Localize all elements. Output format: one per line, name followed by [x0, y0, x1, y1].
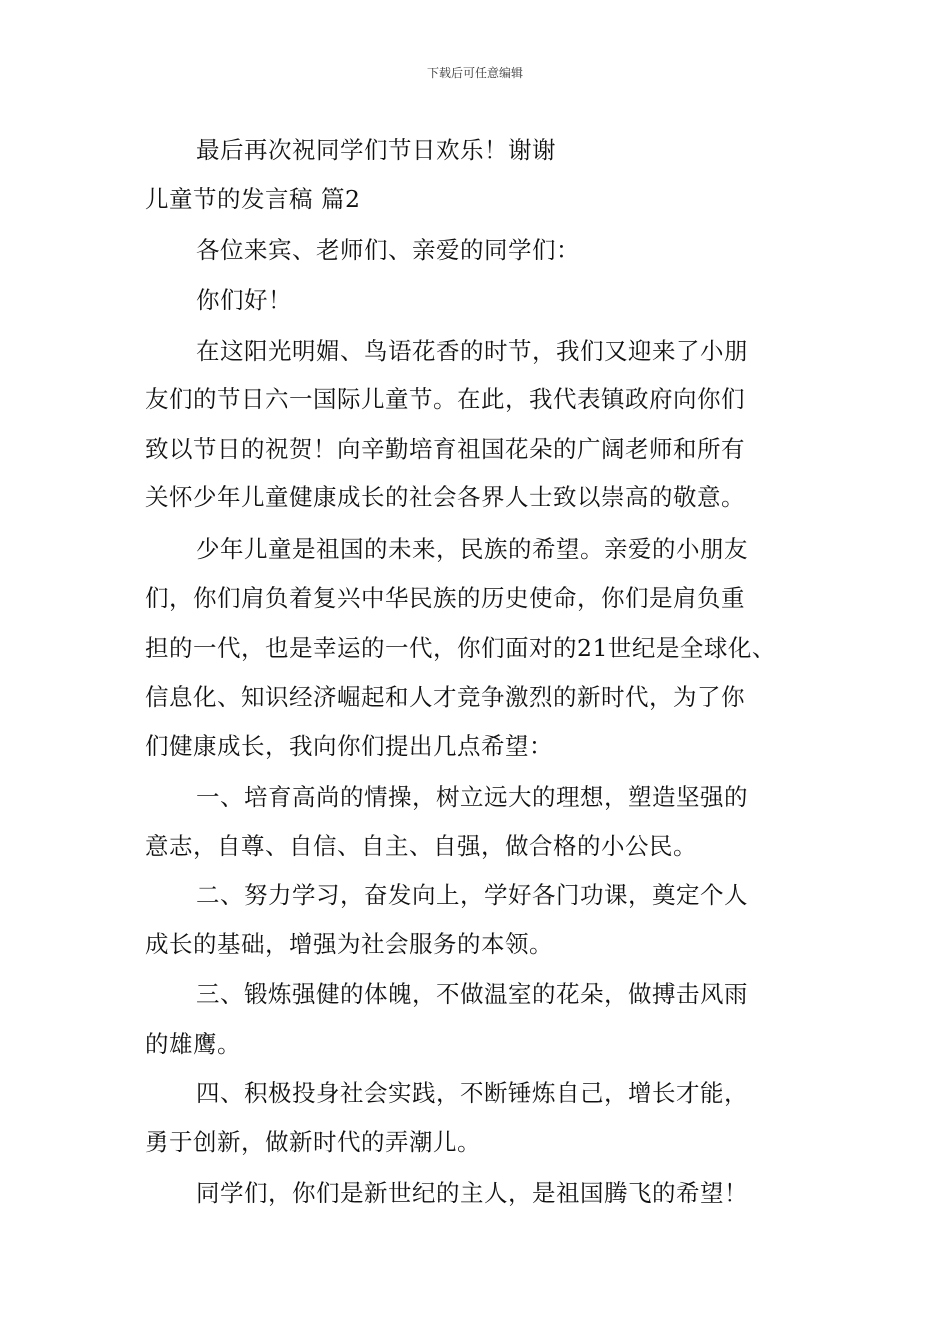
paragraph-line: 二、努力学习，奋发向上，学好各门功课，奠定个人: [196, 881, 748, 909]
paragraph-line: 勇于创新，做新时代的弄潮儿。: [145, 1128, 481, 1156]
paragraph-line: 同学们，你们是新世纪的主人，是祖国腾飞的希望！: [196, 1179, 748, 1207]
paragraph-line: 三、锻炼强健的体魄，不做温室的花朵，做搏击风雨: [196, 980, 748, 1008]
paragraph-line: 关怀少年儿童健康成长的社会各界人士致以崇高的敬意。: [145, 483, 745, 511]
paragraph-line: 信息化、知识经济崛起和人才竞争激烈的新时代，为了你: [145, 683, 745, 711]
paragraph-line: 意志，自尊、自信、自主、自强，做合格的小公民。: [145, 832, 697, 860]
paragraph-line: 友们的节日六一国际儿童节。在此，我代表镇政府向你们: [145, 385, 745, 413]
section-heading: 儿童节的发言稿 篇2: [145, 185, 361, 213]
paragraph-line: 少年儿童是祖国的未来，民族的希望。亲爱的小朋友: [196, 535, 748, 563]
paragraph-line: 一、培育高尚的情操，树立远大的理想，塑造坚强的: [196, 783, 748, 811]
salutation: 各位来宾、老师们、亲爱的同学们：: [196, 236, 580, 264]
paragraph-line: 们健康成长，我向你们提出几点希望：: [145, 732, 553, 760]
paragraph-line: 们，你们肩负着复兴中华民族的历史使命，你们是肩负重: [145, 584, 745, 612]
paragraph-line: 在这阳光明媚、鸟语花香的时节，我们又迎来了小朋: [196, 337, 748, 365]
paragraph-line: 担的一代，也是幸运的一代，你们面对的21世纪是全球化、: [145, 634, 776, 662]
paragraph-line: 成长的基础，增强为社会服务的本领。: [145, 930, 553, 958]
greeting: 你们好！: [196, 286, 292, 314]
closing-line: 最后再次祝同学们节日欢乐！谢谢: [196, 136, 556, 164]
paragraph-line: 四、积极投身社会实践，不断锤炼自己，增长才能，: [196, 1079, 748, 1107]
paragraph-line: 的雄鹰。: [145, 1030, 241, 1058]
page-header-note: 下载后可任意编辑: [426, 66, 523, 80]
paragraph-line: 致以节日的祝贺！向辛勤培育祖国花朵的广阔老师和所有: [145, 435, 745, 463]
